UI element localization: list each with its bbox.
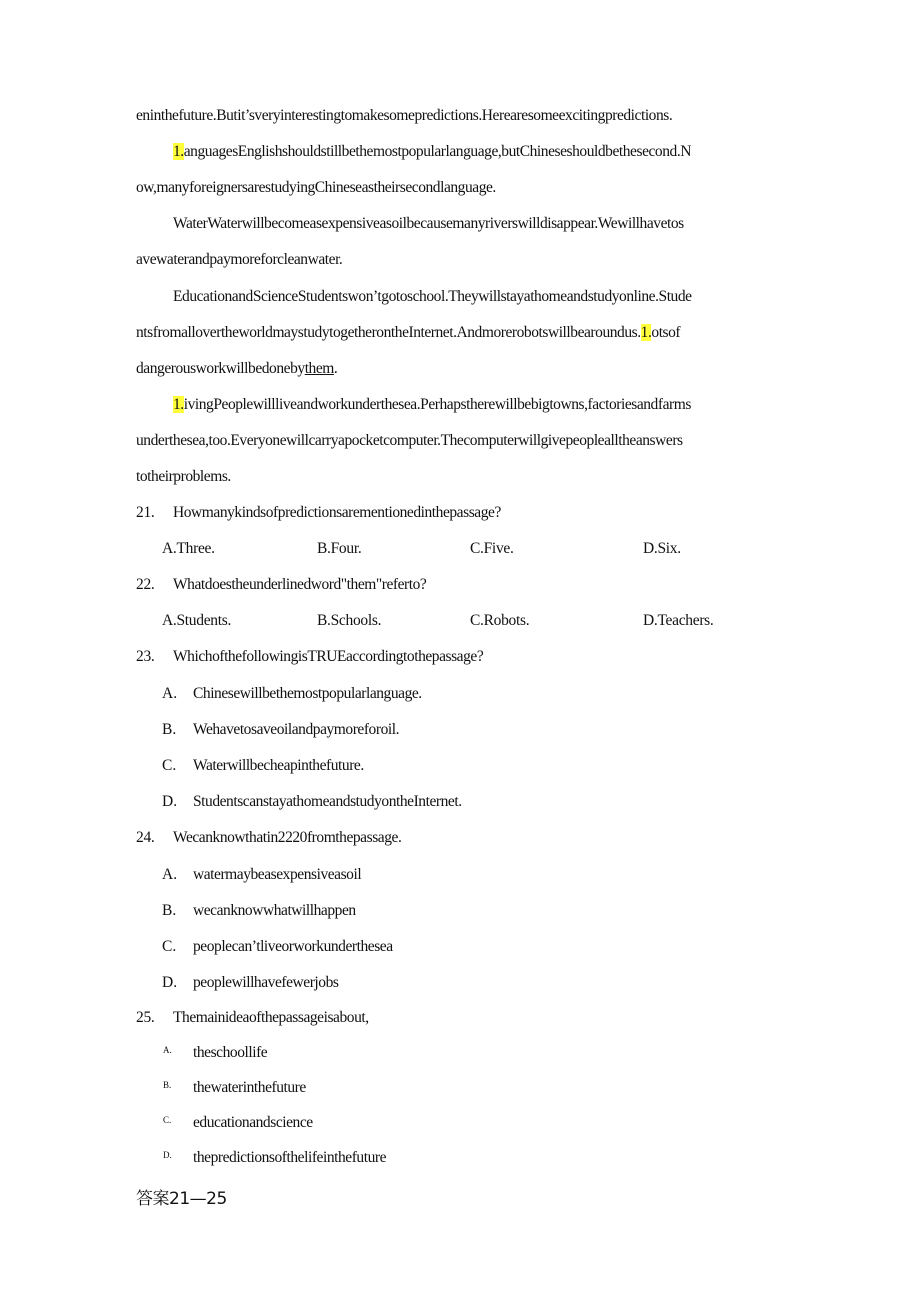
passage-text: . [333, 360, 338, 377]
option-a: A.Three. [162, 540, 215, 557]
highlight-marker: 1. [640, 324, 652, 341]
passage-text: dangerousworkwillbedoneby [136, 360, 305, 377]
option-b: B.Four. [317, 540, 362, 557]
option-letter: B. [163, 1080, 172, 1090]
paragraph-education: EducationandScienceStudentswon’tgotoschool.Theywillstayathomeandstudyonline.Stude [173, 288, 692, 305]
option-b: B.Schools. [317, 612, 382, 629]
option-letter: B. [162, 721, 177, 738]
option-letter: D. [163, 1150, 172, 1160]
question-text: WhichofthefollowingisTRUEaccordingtothepassage? [173, 648, 484, 665]
option-letter: A. [162, 685, 178, 702]
question-number: 21. [136, 504, 155, 521]
question-text: Whatdoestheunderlinedword"them"referto? [173, 576, 427, 593]
option-text: peoplewillhavefewerjobs [193, 974, 339, 991]
option-text: StudentscanstayathomeandstudyontheInternet. [193, 793, 462, 810]
option-text: thewaterinthefuture [193, 1079, 306, 1096]
option-text: peoplecan’tliveorworkunderthesea [193, 938, 393, 955]
passage-text: ntsfromallovertheworldmaystudytogetherontheInternet.Andmorerobotswillbearoundus. [136, 324, 641, 341]
option-text: Chinesewillbethemostpopularlanguage. [193, 685, 422, 702]
option-d: D.Six. [643, 540, 681, 557]
passage-line: avewaterandpaymoreforcleanwater. [136, 251, 343, 268]
paragraph-water: WaterWaterwillbecomeasexpensiveasoilbecausemanyriverswilldisappear.Wewillhavetos [173, 215, 684, 232]
passage-line [136, 359, 337, 379]
question-text: Themainideaofthepassageisabout, [173, 1009, 369, 1026]
passage-line: ow,manyforeignersarestudyingChineseastheirsecondlanguage. [136, 179, 496, 196]
passage-line: underthesea,too.Everyonewillcarryapocketcomputer.Thecomputerwillgivepeoplealltheanswers [136, 432, 683, 449]
question-number: 22. [136, 576, 155, 593]
underlined-word: them [304, 360, 334, 377]
option-letter: A. [162, 866, 178, 883]
option-letter: C. [162, 938, 177, 955]
passage-text: otsof [651, 324, 681, 341]
question-number: 23. [136, 648, 155, 665]
option-c: C.Five. [470, 540, 514, 557]
passage-line: eninthefuture.Butit’sveryinterestingtomakesomepredictions.Herearesomeexcitingpredictions. [136, 107, 673, 124]
question-number: 25. [136, 1009, 155, 1026]
paragraph-living [173, 395, 691, 415]
question-number: 24. [136, 829, 155, 846]
option-text: wecanknowwhatwillhappen [193, 902, 356, 919]
option-letter: B. [162, 902, 177, 919]
option-c: C.Robots. [470, 612, 530, 629]
option-d: D.Teachers. [643, 612, 714, 629]
paragraph-languages [173, 142, 691, 162]
question-text: Howmanykindsofpredictionsarementionedinthepassage? [173, 504, 501, 521]
option-letter: C. [162, 757, 177, 774]
passage-text: ivingPeoplewillliveandworkunderthesea.Perhapstherewillbebigtowns,factoriesandfarms [183, 396, 691, 413]
option-text: thepredictionsofthelifeinthefuture [193, 1149, 387, 1166]
passage-text: anguagesEnglishshouldstillbethemostpopularlanguage,butChineseshouldbethesecond.N [183, 143, 691, 160]
option-letter: C. [163, 1115, 172, 1125]
option-text: Wehavetosaveoilandpaymoreforoil. [193, 721, 400, 738]
option-text: watermaybeasexpensiveasoil [193, 866, 362, 883]
option-a: A.Students. [162, 612, 232, 629]
passage-line: totheirproblems. [136, 468, 231, 485]
passage-line [136, 323, 680, 343]
highlight-marker: 1. [173, 396, 184, 413]
option-letter: D. [162, 793, 178, 810]
highlight-marker: 1. [173, 143, 184, 160]
option-text: educationandscience [193, 1114, 313, 1131]
option-letter: D. [162, 974, 178, 991]
question-text: Wecanknowthatin2220fromthepassage. [173, 829, 402, 846]
option-text: theschoollife [193, 1044, 268, 1061]
answer-label: 答案21—25 [136, 1189, 227, 1209]
option-letter: A. [163, 1045, 172, 1055]
option-text: Waterwillbecheapinthefuture. [193, 757, 364, 774]
